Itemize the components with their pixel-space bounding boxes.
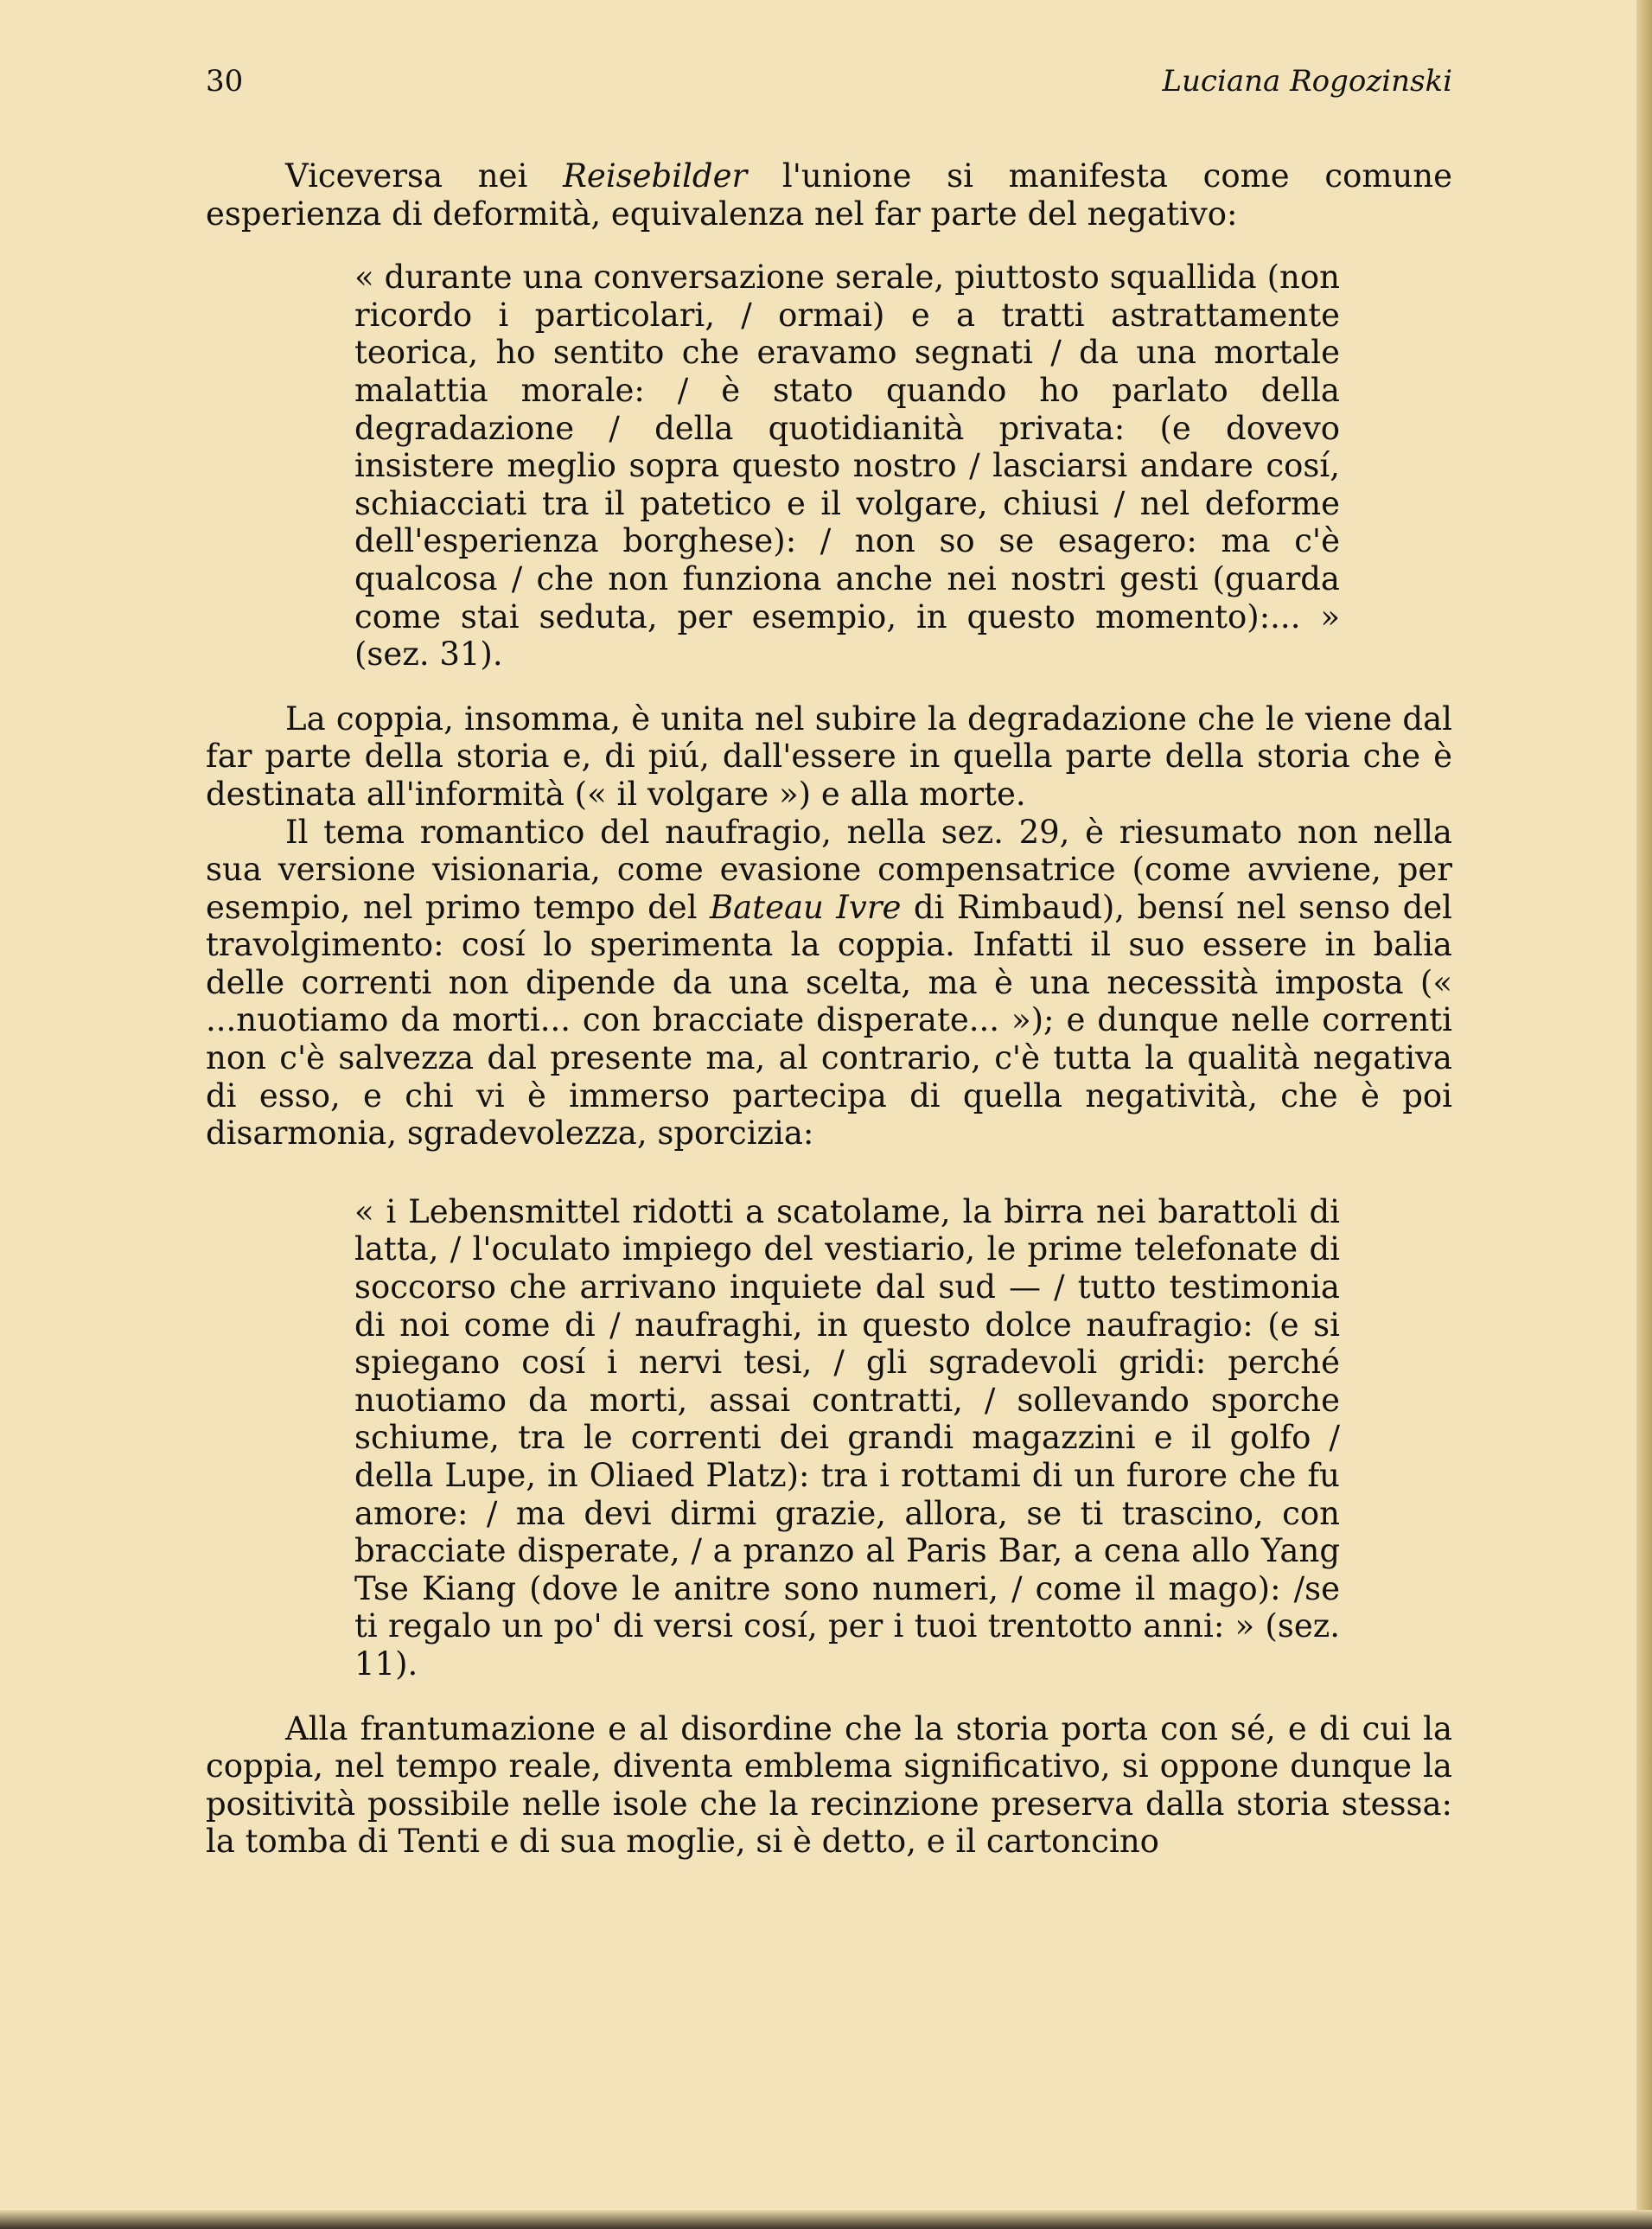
body-text [206, 157, 1452, 1861]
page-edge-right [1636, 0, 1652, 2229]
paragraph-2: La coppia, insomma, è unita nel subire la degradazione che le viene dal far parte della storia e, di piú, dall'essere in quella parte della storia che è destinata all'informità (« il volgare ») e alla morte. [206, 699, 1452, 813]
paragraph-1-start: Viceversa nei [285, 157, 564, 195]
paragraph-1-end: l'unione si manifesta come comune esperienza di deformità, equivalenza nel far parte del negativo: [206, 157, 1453, 233]
page-number: 30 [206, 64, 244, 99]
block-quote-1: « durante una conversazione serale, piuttosto squallida (non ricordo i particolari, / ormai) e a tratti astrattamente teorica, ho sentito che eravamo segnati / da una mortale malattia morale: / è stato quando ho parlato della degradazione / della quotidianità privata: (e dovevo insistere meglio sopra questo nostro / lasciarsi andare cosí, schiacciati tra il patetico e il volgare, chiusi / nel deforme dell'esperienza borghese): / non so se esagero: ma c'è qualcosa / che non funziona anche nei nostri gesti (guarda come stai seduta, per esempio, in questo momento):... » (sez. 31). [354, 259, 1340, 674]
paragraph-4: Alla frantumazione e al disordine che la storia porta con sé, e di cui la coppia, nel tempo reale, diventa emblema significativo, si oppone dunque la positività possibile nelle isole che la recinzione preserva dalla storia stessa: la tomba di Tenti e di sua moglie, si è detto, e il cartoncino [206, 1709, 1452, 1861]
paragraph-3-start: Il tema romantico del naufragio, nella sez. 29, è riesumato non nella sua versione visionaria, come evasione compensatrice (come avviene, per esempio, nel primo tempo del [206, 813, 1452, 926]
paragraph-1 [206, 157, 1452, 233]
running-head-author: Luciana Rogozinski [1162, 64, 1452, 99]
paragraph-3-end: di Rimbaud), bensí nel senso del travolgimento: cosí lo sperimenta la coppia. Infatti il suo essere in balia delle correnti non dipende da una scelta, ma è una necessità imposta (« ...nuotiamo da morti... con bracciate disperate... »); e dunque nelle correnti non c'è salvezza dal presente ma, al contrario, c'è tutta la qualità negativa di esso, e chi vi è immerso partecipa di quella negatività, che è poi disarmonia, sgradevolezza, sporcizia: [206, 888, 1452, 1153]
paragraph-3 [206, 814, 1452, 1153]
work-title-reisebilder: Reisebilder [563, 157, 748, 195]
work-title-bateau-ivre: Bateau Ivre [709, 888, 902, 926]
page-header [206, 64, 1452, 107]
block-quote-2: « i Lebensmittel ridotti a scatolame, la birra nei barattoli di latta, / l'oculato impiego del vestiario, le prime telefonate di soccorso che arrivano inquiete dal sud — / tutto testimonia di noi come di / naufraghi, in questo dolce naufragio: (e si spiegano cosí i nervi tesi, / gli sgradevoli gridi: perché nuotiamo da morti, assai contratti, / sollevando sporche schiume, tra le correnti dei grandi magazzini e il golfo / della Lupe, in Oliaed Platz): tra i rottami di un furore che fu amore: / ma devi dirmi grazie, allora, se ti trascino, con bracciate disperate, / a pranzo al Paris Bar, a cena allo Yang Tse Kiang (dove le anitre sono numeri, / come il mago): /se ti regalo un po' di versi cosí, per i tuoi trentotto anni: » (sez. 11). [354, 1192, 1340, 1683]
page-edge-bottom [0, 2210, 1652, 2229]
